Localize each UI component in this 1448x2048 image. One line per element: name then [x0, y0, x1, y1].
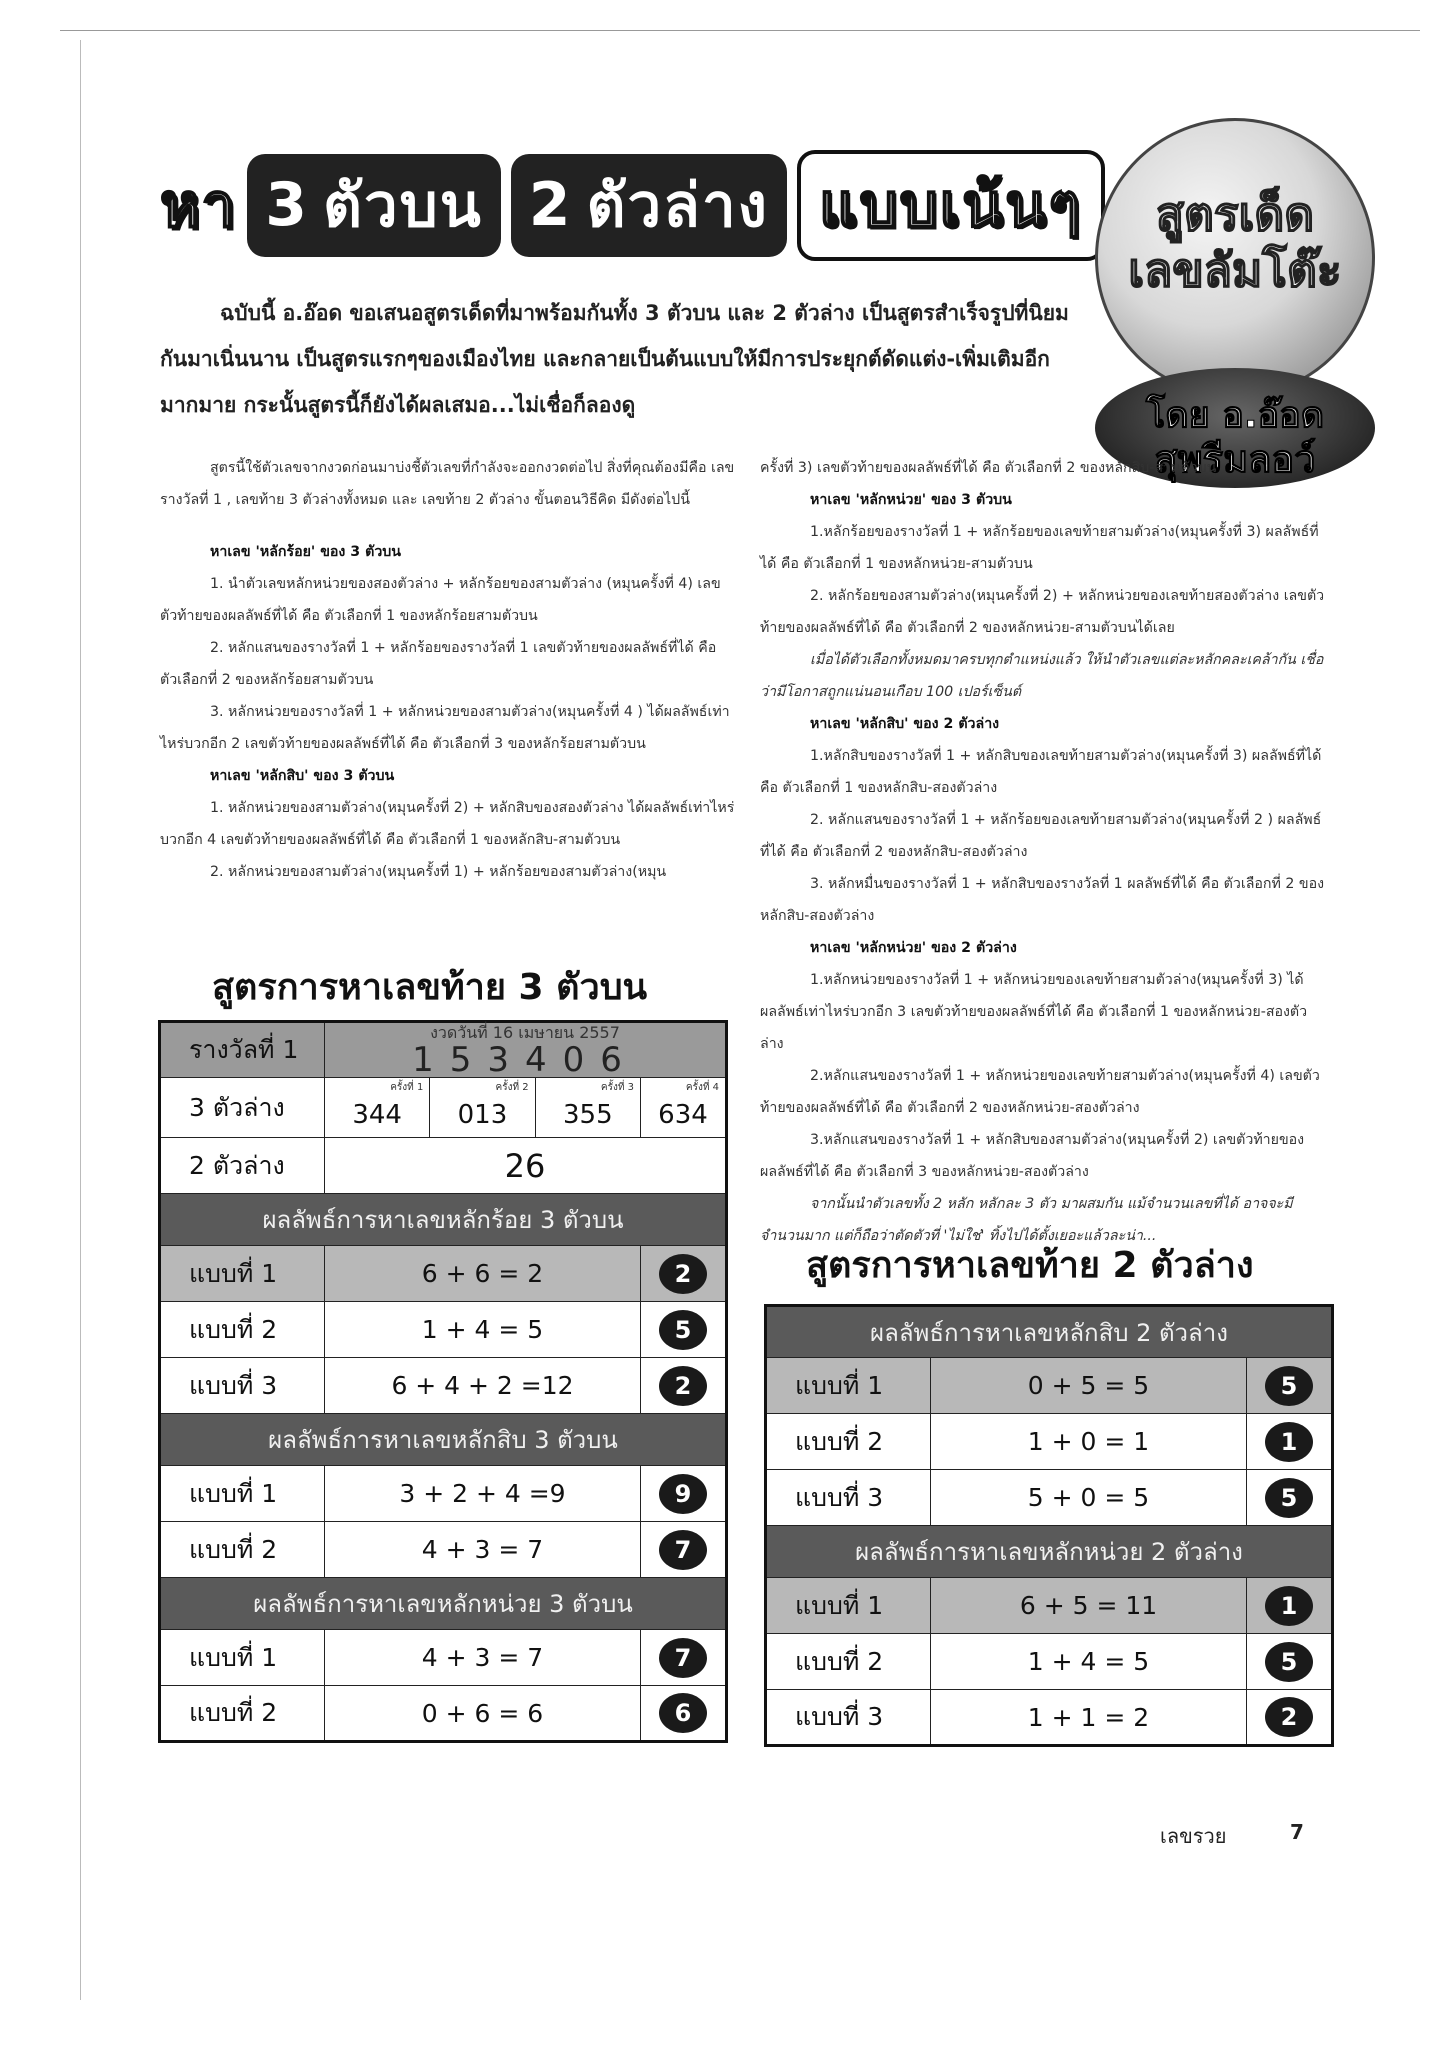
left-column [160, 452, 735, 888]
rotation-cell [430, 1078, 535, 1138]
rotation-value: 355 [562, 1099, 613, 1130]
top-rule [60, 30, 1420, 31]
group-header [160, 1414, 727, 1466]
intro-paragraph: ฉบับนี้ อ.อ๊อด ขอเสนอสูตรเด็ดที่มาพร้อมกันทั้ง 3 ตัวบน และ 2 ตัวล่าง เป็นสูตรสำเร็จรูปที่นิยมกันมาเนิ่นนาน เป็นสูตรแรกๆของเมืองไทย และกลายเป็นต้นแบบให้มีการประยุกต์ดัดแต่ง-เพิ่มเติมอีกมากมาย กระนั้นสูตรนี้ก็ยังได้ผลเสมอ...ไม่เชื่อก็ลองดู [160, 301, 1069, 417]
group-header-label: ผลลัพธ์การหาเลขหลักสิบ 3 ตัวบน [160, 1414, 727, 1466]
row-label: แบบที่ 2 [766, 1414, 931, 1470]
row-label: แบบที่ 1 [160, 1630, 325, 1686]
hundreds-step-2: 2. หลักแสนของรางวัลที่ 1 + หลักร้อยของรางวัลที่ 1 เลขตัวท้ายของผลลัพธ์ที่ได้ คือ ตัวเลือกที่ 2 ของหลักร้อยสามตัวบน [160, 640, 717, 688]
heading-tens-3top: หาเลข 'หลักสิบ' ของ 3 ตัวบน [210, 768, 395, 784]
hundreds-step-1: 1. นำตัวเลขหลักหน่วยของสองตัวล่าง + หลักร้อยของสามตัวล่าง (หมุนครั้งที่ 4) เลขตัวท้ายของผลลัพธ์ที่ได้ คือ ตัวเลือกที่ 1 ของหลักร้อยสามตัวบน [160, 576, 721, 624]
rotation-value: 013 [457, 1099, 508, 1130]
table-row [766, 1634, 1333, 1690]
rotation-cell [325, 1078, 430, 1138]
title-word-ha: หา [160, 170, 238, 241]
title-word-bottom: ตัวล่าง [586, 170, 769, 241]
result-dot: 5 [1265, 1366, 1313, 1406]
three-bottom-label: 3 ตัวล่าง [160, 1078, 325, 1138]
badge-line-2: เลขลัมโต๊ะ [1128, 243, 1342, 297]
two-bottom-label: 2 ตัวล่าง [160, 1138, 325, 1194]
row-label: แบบที่ 1 [766, 1578, 931, 1634]
page-title [160, 150, 1105, 260]
rotation-value: 634 [658, 1099, 708, 1130]
rotation-cell [641, 1078, 727, 1138]
result-dot: 2 [659, 1254, 707, 1294]
result-dot: 5 [1265, 1642, 1313, 1682]
row-equation: 5 + 0 = 5 [931, 1470, 1247, 1526]
units3-note: เมื่อได้ตัวเลือกทั้งหมดมาครบทุกตำแหน่งแล้ว ให้นำตัวเลขแต่ละหลักคละเคล้ากัน เชื่อว่ามีโอกาสถูกแน่นอนเกือบ 100 เปอร์เซ็นต์ [760, 652, 1324, 700]
group-header [160, 1194, 727, 1246]
title-word-2: 2 [528, 170, 573, 240]
result-cell [641, 1302, 727, 1358]
group-header-label: ผลลัพธ์การหาเลขหลักร้อย 3 ตัวบน [160, 1194, 727, 1246]
row-label: แบบที่ 1 [160, 1246, 325, 1302]
badge-line-1: สูตรเด็ด [1155, 187, 1315, 241]
table-row [160, 1302, 727, 1358]
rotation-tag: ครั้งที่ 4 [685, 1082, 719, 1093]
units2-step-3: 3.หลักแสนของรางวัลที่ 1 + หลักสิบของสามตัวล่าง(หมุนครั้งที่ 2) เลขตัวท้ายของผลลัพธ์ที่ได้ คือ ตัวเลือกที่ 3 ของหลักหน่วย-สองตัวล่าง [760, 1132, 1305, 1180]
result-dot: 5 [659, 1310, 707, 1350]
tens2-step-2: 2. หลักแสนของรางวัลที่ 1 + หลักร้อยของเลขท้ายสามตัวล่าง(หมุนครั้งที่ 2 ) ผลลัพธ์ที่ได้ คือ ตัวเลือกที่ 2 ของหลักสิบ-สองตัวล่าง [760, 812, 1322, 860]
two-bottom-row [160, 1138, 727, 1194]
row-equation: 1 + 0 = 1 [931, 1414, 1247, 1470]
right-column [760, 452, 1330, 1252]
prize-row [160, 1022, 727, 1078]
author-by: โดย อ.อ๊อด [1145, 395, 1325, 436]
group-header-label: ผลลัพธ์การหาเลขหลักสิบ 2 ตัวล่าง [766, 1306, 1333, 1358]
row-equation: 0 + 5 = 5 [931, 1358, 1247, 1414]
result-cell [641, 1630, 727, 1686]
table-row [766, 1414, 1333, 1470]
row-equation: 6 + 6 = 2 [325, 1246, 641, 1302]
row-label: แบบที่ 1 [766, 1358, 931, 1414]
table-row [160, 1630, 727, 1686]
result-dot: 7 [659, 1638, 707, 1678]
tens2-step-1: 1.หลักสิบของรางวัลที่ 1 + หลักสิบของเลขท้ายสามตัวล่าง(หมุนครั้งที่ 3) ผลลัพธ์ที่ได้ คือ ตัวเลือกที่ 1 ของหลักสิบ-สองตัวล่าง [760, 748, 1322, 796]
two-bottom-value: 26 [325, 1138, 727, 1194]
table-2bottom [764, 1304, 1334, 1747]
tens-step-1: 1. หลักหน่วยของสามตัวล่าง(หมุนครั้งที่ 2) + หลักสิบของสองตัวล่าง ได้ผลลัพธ์เท่าไหร่บวกอีก 4 เลขตัวท้ายของผลลัพธ์ที่ได้ คือ ตัวเลือกที่ 1 ของหลักสิบ-สามตัวบน [160, 800, 735, 848]
result-cell [1247, 1414, 1333, 1470]
row-equation: 0 + 6 = 6 [325, 1686, 641, 1742]
heading-units-3top: หาเลข 'หลักหน่วย' ของ 3 ตัวบน [810, 492, 1012, 508]
result-cell [641, 1522, 727, 1578]
result-dot: 2 [1265, 1697, 1313, 1737]
page-number: 7 [1290, 1820, 1304, 1844]
group-header [766, 1306, 1333, 1358]
heading-tens-2bottom: หาเลข 'หลักสิบ' ของ 2 ตัวล่าง [810, 716, 1000, 732]
section-title-2bottom: สูตรการหาเลขท้าย 2 ตัวล่าง [806, 1245, 1254, 1286]
row-label: แบบที่ 2 [766, 1634, 931, 1690]
row-label: แบบที่ 3 [766, 1690, 931, 1746]
row-equation: 4 + 3 = 7 [325, 1522, 641, 1578]
row-equation: 4 + 3 = 7 [325, 1630, 641, 1686]
row-equation: 1 + 4 = 5 [325, 1302, 641, 1358]
hundreds-step-3: 3. หลักหน่วยของรางวัลที่ 1 + หลักหน่วยของสามตัวล่าง(หมุนครั้งที่ 4 ) ได้ผลลัพธ์เท่าไหร่บวกอีก 2 เลขตัวท้ายของผลลัพธ์ที่ได้ คือ ตัวเลือกที่ 3 ของหลักร้อยสามตัวบน [160, 704, 730, 752]
tens2-step-3: 3. หลักหมื่นของรางวัลที่ 1 + หลักสิบของรางวัลที่ 1 ผลลัพธ์ที่ได้ คือ ตัวเลือกที่ 2 ของหลักสิบ-สองตัวล่าง [760, 876, 1325, 924]
table-3top [158, 1020, 728, 1743]
heading-units-2bottom: หาเลข 'หลักหน่วย' ของ 2 ตัวล่าง [810, 940, 1017, 956]
table-row [160, 1358, 727, 1414]
title-word-3: 3 [265, 170, 309, 240]
result-cell [1247, 1358, 1333, 1414]
result-dot: 6 [659, 1693, 707, 1733]
group-header [160, 1578, 727, 1630]
row-label: แบบที่ 3 [766, 1470, 931, 1526]
draw-date: งวดวันที่ 16 เมษายน 2557 [430, 1023, 620, 1042]
title-box-2-bottom [511, 154, 787, 257]
magazine-name: เลขรวย [1160, 1824, 1227, 1848]
table-row [766, 1470, 1333, 1526]
result-cell [1247, 1634, 1333, 1690]
closing-note: จากนั้นนำตัวเลขทั้ง 2 หลัก หลักละ 3 ตัว มาผสมกัน แม้จำนวนเลขที่ได้ อาจจะมีจำนวนมาก แต่ก็ถือว่าตัดตัวที่ 'ไม่ใช่' ทิ้งไปได้ตั้งเยอะแล้วละน่า... [760, 1196, 1293, 1244]
prize-cell [325, 1022, 727, 1078]
units2-step-2: 2.หลักแสนของรางวัลที่ 1 + หลักหน่วยของเลขท้ายสามตัวล่าง(หมุนครั้งที่ 4) เลขตัวท้ายของผลลัพธ์ที่ได้ คือ ตัวเลือกที่ 2 ของหลักหน่วย-สองตัวล่าง [760, 1068, 1320, 1116]
result-cell [641, 1686, 727, 1742]
right-cont: ครั้งที่ 3) เลขตัวท้ายของผลลัพธ์ที่ได้ คือ ตัวเลือกที่ 2 ของหลักสิบ-สามตัวบน [760, 460, 1217, 476]
page-footer [1160, 1820, 1304, 1852]
row-label: แบบที่ 2 [160, 1522, 325, 1578]
table-row [160, 1686, 727, 1742]
title-word-top: ตัวบน [323, 170, 483, 241]
rotation-value: 344 [352, 1099, 402, 1130]
tens-step-2: 2. หลักหน่วยของสามตัวล่าง(หมุนครั้งที่ 1) + หลักร้อยของสามตัวล่าง(หมุน [210, 864, 667, 880]
result-cell [641, 1358, 727, 1414]
result-cell [1247, 1578, 1333, 1634]
row-equation: 3 + 2 + 4 =9 [325, 1466, 641, 1522]
units3-step-1: 1.หลักร้อยของรางวัลที่ 1 + หลักร้อยของเลขท้ายสามตัวล่าง(หมุนครั้งที่ 3) ผลลัพธ์ที่ได้ คือ ตัวเลือกที่ 1 ของหลักหน่วย-สามตัวบน [760, 524, 1319, 572]
table-row [766, 1578, 1333, 1634]
left-para-1: สูตรนี้ใช้ตัวเลขจากงวดก่อนมาบ่งชี้ตัวเลขที่กำลังจะออกงวดต่อไป สิ่งที่คุณต้องมีคือ เลขรางวัลที่ 1 , เลขท้าย 3 ตัวล่างทั้งหมด และ เลขท้าย 2 ตัวล่าง ขั้นตอนวิธีคิด มีดังต่อไปนี้ [160, 460, 735, 508]
units2-step-1: 1.หลักหน่วยของรางวัลที่ 1 + หลักหน่วยของเลขท้ายสามตัวล่าง(หมุนครั้งที่ 3) ได้ผลลัพธ์เท่าไหร่บวกอีก 3 เลขตัวท้ายของผลลัพธ์ที่ได้ คือ ตัวเลือกที่ 1 ของหลักหน่วย-สองตัวล่าง [760, 972, 1308, 1052]
row-label: แบบที่ 2 [160, 1686, 325, 1742]
group-header [766, 1526, 1333, 1578]
table-row [160, 1466, 727, 1522]
title-box-3-top [247, 154, 501, 257]
result-dot: 1 [1265, 1586, 1313, 1626]
table-row [160, 1522, 727, 1578]
rotation-tag: ครั้งที่ 1 [390, 1082, 424, 1093]
table-row [766, 1358, 1333, 1414]
result-cell [641, 1246, 727, 1302]
left-rule [80, 40, 81, 2000]
rotation-tag: ครั้งที่ 3 [600, 1082, 634, 1093]
rotation-cell [535, 1078, 640, 1138]
result-dot: 9 [659, 1474, 707, 1514]
group-header-label: ผลลัพธ์การหาเลขหลักหน่วย 3 ตัวบน [160, 1578, 727, 1630]
group-header-label: ผลลัพธ์การหาเลขหลักหน่วย 2 ตัวล่าง [766, 1526, 1333, 1578]
result-dot: 5 [1265, 1478, 1313, 1518]
row-label: แบบที่ 2 [160, 1302, 325, 1358]
rotation-tag: ครั้งที่ 2 [495, 1082, 529, 1093]
column-badge [1095, 118, 1375, 481]
section-title-3top: สูตรการหาเลขท้าย 3 ตัวบน [212, 967, 648, 1008]
table-row [766, 1690, 1333, 1746]
table-row [160, 1246, 727, 1302]
result-dot: 1 [1265, 1422, 1313, 1462]
prize-label: รางวัลที่ 1 [160, 1022, 325, 1078]
units3-step-2: 2. หลักร้อยของสามตัวล่าง(หมุนครั้งที่ 2) + หลักหน่วยของเลขท้ายสองตัวล่าง เลขตัวท้ายของผลลัพธ์ที่ได้ คือ ตัวเลือกที่ 2 ของหลักหน่วย-สามตัวบนได้เลย [760, 588, 1325, 636]
heading-hundreds-3top: หาเลข 'หลักร้อย' ของ 3 ตัวบน [210, 544, 401, 560]
title-word-emphasis: แบบเน้นๆ [818, 170, 1083, 241]
row-equation: 1 + 4 = 5 [931, 1634, 1247, 1690]
author-name: สุพรีมลอว์ [1154, 437, 1316, 481]
row-equation: 1 + 1 = 2 [931, 1690, 1247, 1746]
prize-number: 153406 [412, 1040, 638, 1080]
result-dot: 7 [659, 1530, 707, 1570]
row-equation: 6 + 4 + 2 =12 [325, 1358, 641, 1414]
result-cell [641, 1466, 727, 1522]
result-cell [1247, 1690, 1333, 1746]
result-cell [1247, 1470, 1333, 1526]
title-box-emphasis [797, 150, 1105, 261]
row-equation: 6 + 5 = 11 [931, 1578, 1247, 1634]
row-label: แบบที่ 1 [160, 1466, 325, 1522]
row-label: แบบที่ 3 [160, 1358, 325, 1414]
three-bottom-row [160, 1078, 727, 1138]
result-dot: 2 [659, 1366, 707, 1406]
